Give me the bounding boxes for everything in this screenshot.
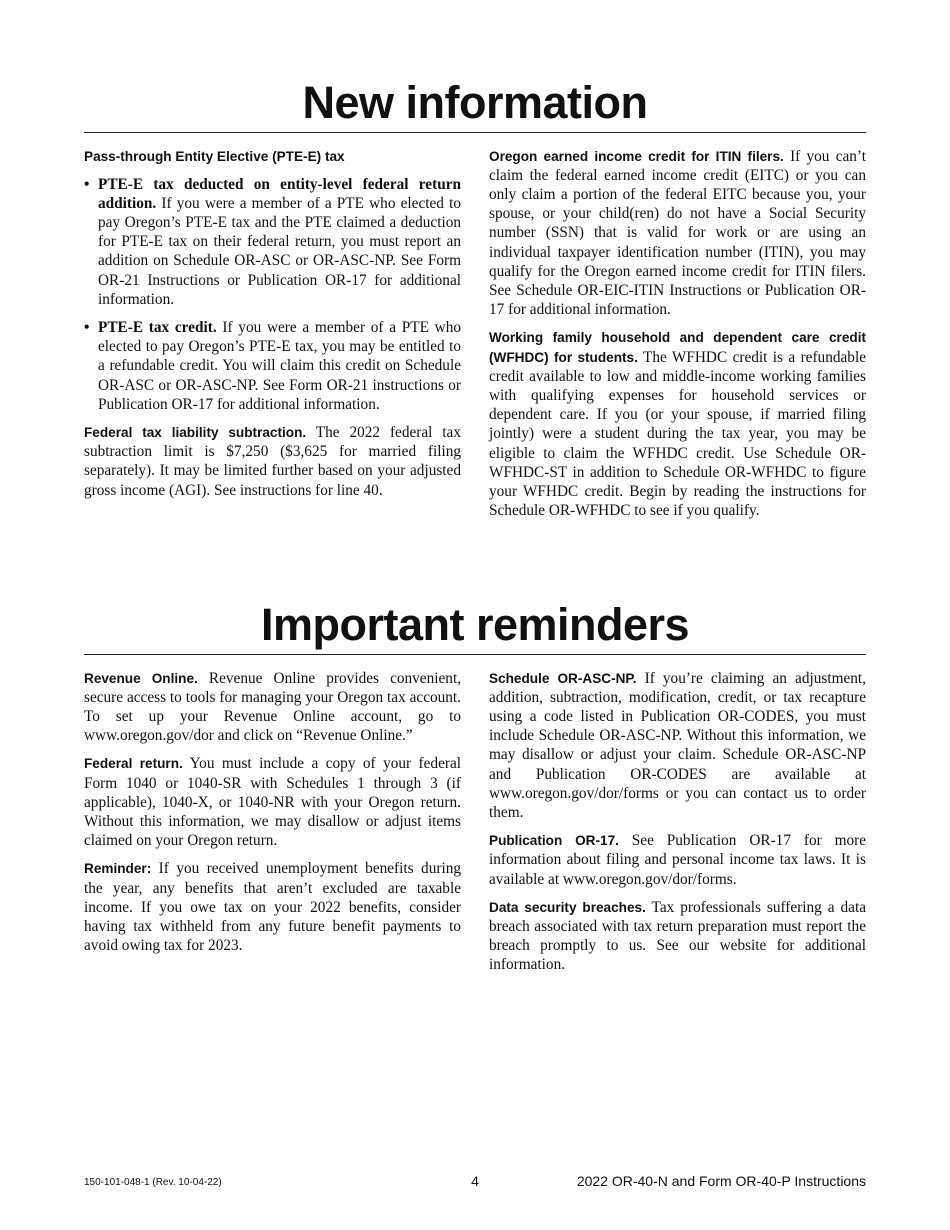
data-security-paragraph	[489, 898, 866, 975]
wfhdc-paragraph	[489, 328, 866, 520]
new-information-section	[84, 78, 866, 529]
document-title: 2022 OR-40-N and Form OR-40-P Instructions	[576, 1173, 866, 1189]
title-divider	[84, 132, 866, 133]
paragraph-text: If you’re claiming an adjustment, addition, subtraction, modification, credit, or tax recapture using a code listed in Publication OR-CODES, you must include Schedule OR-ASC-NP. Without this information, we may disallow or adjust your claim. Schedule OR-ASC-NP and Publication OR-CODES are available at www.oregon.gov/dor/forms or you can contact us to order them.	[489, 669, 866, 821]
paragraph-lead: Federal return.	[84, 756, 183, 772]
revenue-online-paragraph	[84, 669, 461, 746]
pte-bullet-list	[84, 175, 461, 414]
new-info-left-column	[84, 147, 461, 530]
paragraph-text: Tax professionals suffering a data breach associated with tax return preparation must report the breach promptly to us. See our website for additional information.	[489, 898, 866, 974]
list-item	[84, 318, 461, 414]
title-divider	[84, 654, 866, 655]
schedule-asc-np-paragraph	[489, 669, 866, 823]
publication-or17-paragraph	[489, 831, 866, 889]
paragraph-text: You must include a copy of your federal Form 1040 or 1040-SR with Schedules 1 through 3 (if applicable), 1040-X, or 1040-NR with your Oregon return. Without this information, we may disallow or adjust items claimed on your Oregon return.	[84, 755, 462, 850]
paragraph-lead: Oregon earned income credit for ITIN filers.	[489, 148, 784, 164]
reminders-left-column	[84, 669, 461, 984]
reminder-paragraph	[84, 859, 461, 955]
paragraph-lead: Publication OR-17.	[489, 833, 619, 849]
bullet-text: If you were a member of a PTE who elected to pay Oregon’s PTE-E tax, you may be entitled to a refundable credit. You will claim this credit on Schedule OR-ASC or OR-ASC-NP. See Form OR-21 instructions or Publication OR-17 for additional information.	[98, 318, 461, 413]
new-information-title: New information	[302, 77, 648, 128]
paragraph-lead: Federal tax liability subtraction.	[84, 424, 307, 440]
new-info-right-column	[489, 147, 866, 530]
paragraph-lead: Data security breaches.	[489, 899, 646, 915]
bullet-text: If you were a member of a PTE who elected to pay Oregon’s PTE-E tax and the PTE claimed a deduction for PTE-E tax on their federal return, you must report an addition on Schedule OR-ASC or OR-ASC-NP. See Form OR-21 Instructions or Publication OR-17 for additional information.	[98, 194, 461, 308]
paragraph-lead: Revenue Online.	[84, 670, 198, 686]
federal-return-paragraph	[84, 754, 461, 850]
important-reminders-title: Important reminders	[260, 599, 690, 650]
paragraph-text: The WFHDC credit is a refundable credit available to low and middle-income working families with qualifying expenses for household services or dependent care. If you (or your spouse, if married filing jointly) were a student during the tax year, you may be eligible to claim the WFHDC credit. Use Schedule OR-WFHDC-ST in addition to Schedule OR-WFHDC to figure your WFHDC credit. Begin by reading the instructions for Schedule OR-WFHDC to see if you qualify.	[489, 348, 866, 520]
list-item	[84, 175, 461, 309]
eic-itin-paragraph	[489, 147, 866, 320]
bullet-lead: PTE-E tax credit.	[98, 318, 217, 336]
form-number: 150-101-048-1 (Rev. 10-04-22)	[84, 1177, 222, 1188]
bullet-icon: •	[84, 175, 90, 193]
paragraph-text: If you received unemployment benefits during the year, any benefits that aren’t excluded are taxable income. If you owe tax on your 2022 benefits, consider having tax withheld from any future benefit payments to avoid owing tax for 2023.	[84, 860, 461, 955]
page	[84, 0, 866, 1230]
pte-heading: Pass-through Entity Elective (PTE-E) tax	[84, 148, 345, 164]
bullet-icon: •	[84, 318, 90, 336]
paragraph-text: Revenue Online provides convenient, secure access to tools for managing your Oregon tax account. To set up your Revenue Online account, go to www.oregon.gov/dor and click on “Revenue Online.”	[84, 669, 462, 745]
page-number: 4	[471, 1173, 479, 1189]
important-reminders-section	[84, 600, 866, 984]
reminders-right-column	[489, 669, 866, 984]
paragraph-text: If you can’t claim the federal earned income credit (EITC) or you can only claim a portion of the federal EITC because you, your spouse, or your child(ren) do not have a Social Security number (SSN) that is valid for work or are using an individual taxpayer identification number (ITIN), you may qualify for the Oregon earned income credit for ITIN filers. See Schedule OR-EIC-ITIN Instructions or Publication OR-17 for additional information.	[489, 147, 866, 319]
federal-liability-paragraph	[84, 423, 461, 500]
paragraph-text: See Publication OR-17 for more information about filing and personal income tax laws. It is available at www.oregon.gov/dor/forms.	[489, 832, 867, 888]
page-footer	[84, 1172, 866, 1192]
paragraph-text: The 2022 federal tax subtraction limit is $7,250 ($3,625 for married filing separately). It may be limited further based on your adjusted gross income (AGI). See instructions for line 40.	[84, 423, 461, 499]
paragraph-lead: Reminder:	[84, 861, 152, 877]
paragraph-lead: Working family household and dependent care credit (WFHDC) for students.	[489, 330, 866, 365]
paragraph-lead: Schedule OR-ASC-NP.	[489, 670, 637, 686]
bullet-lead: PTE-E tax deducted on entity-level federal return addition.	[98, 175, 461, 212]
